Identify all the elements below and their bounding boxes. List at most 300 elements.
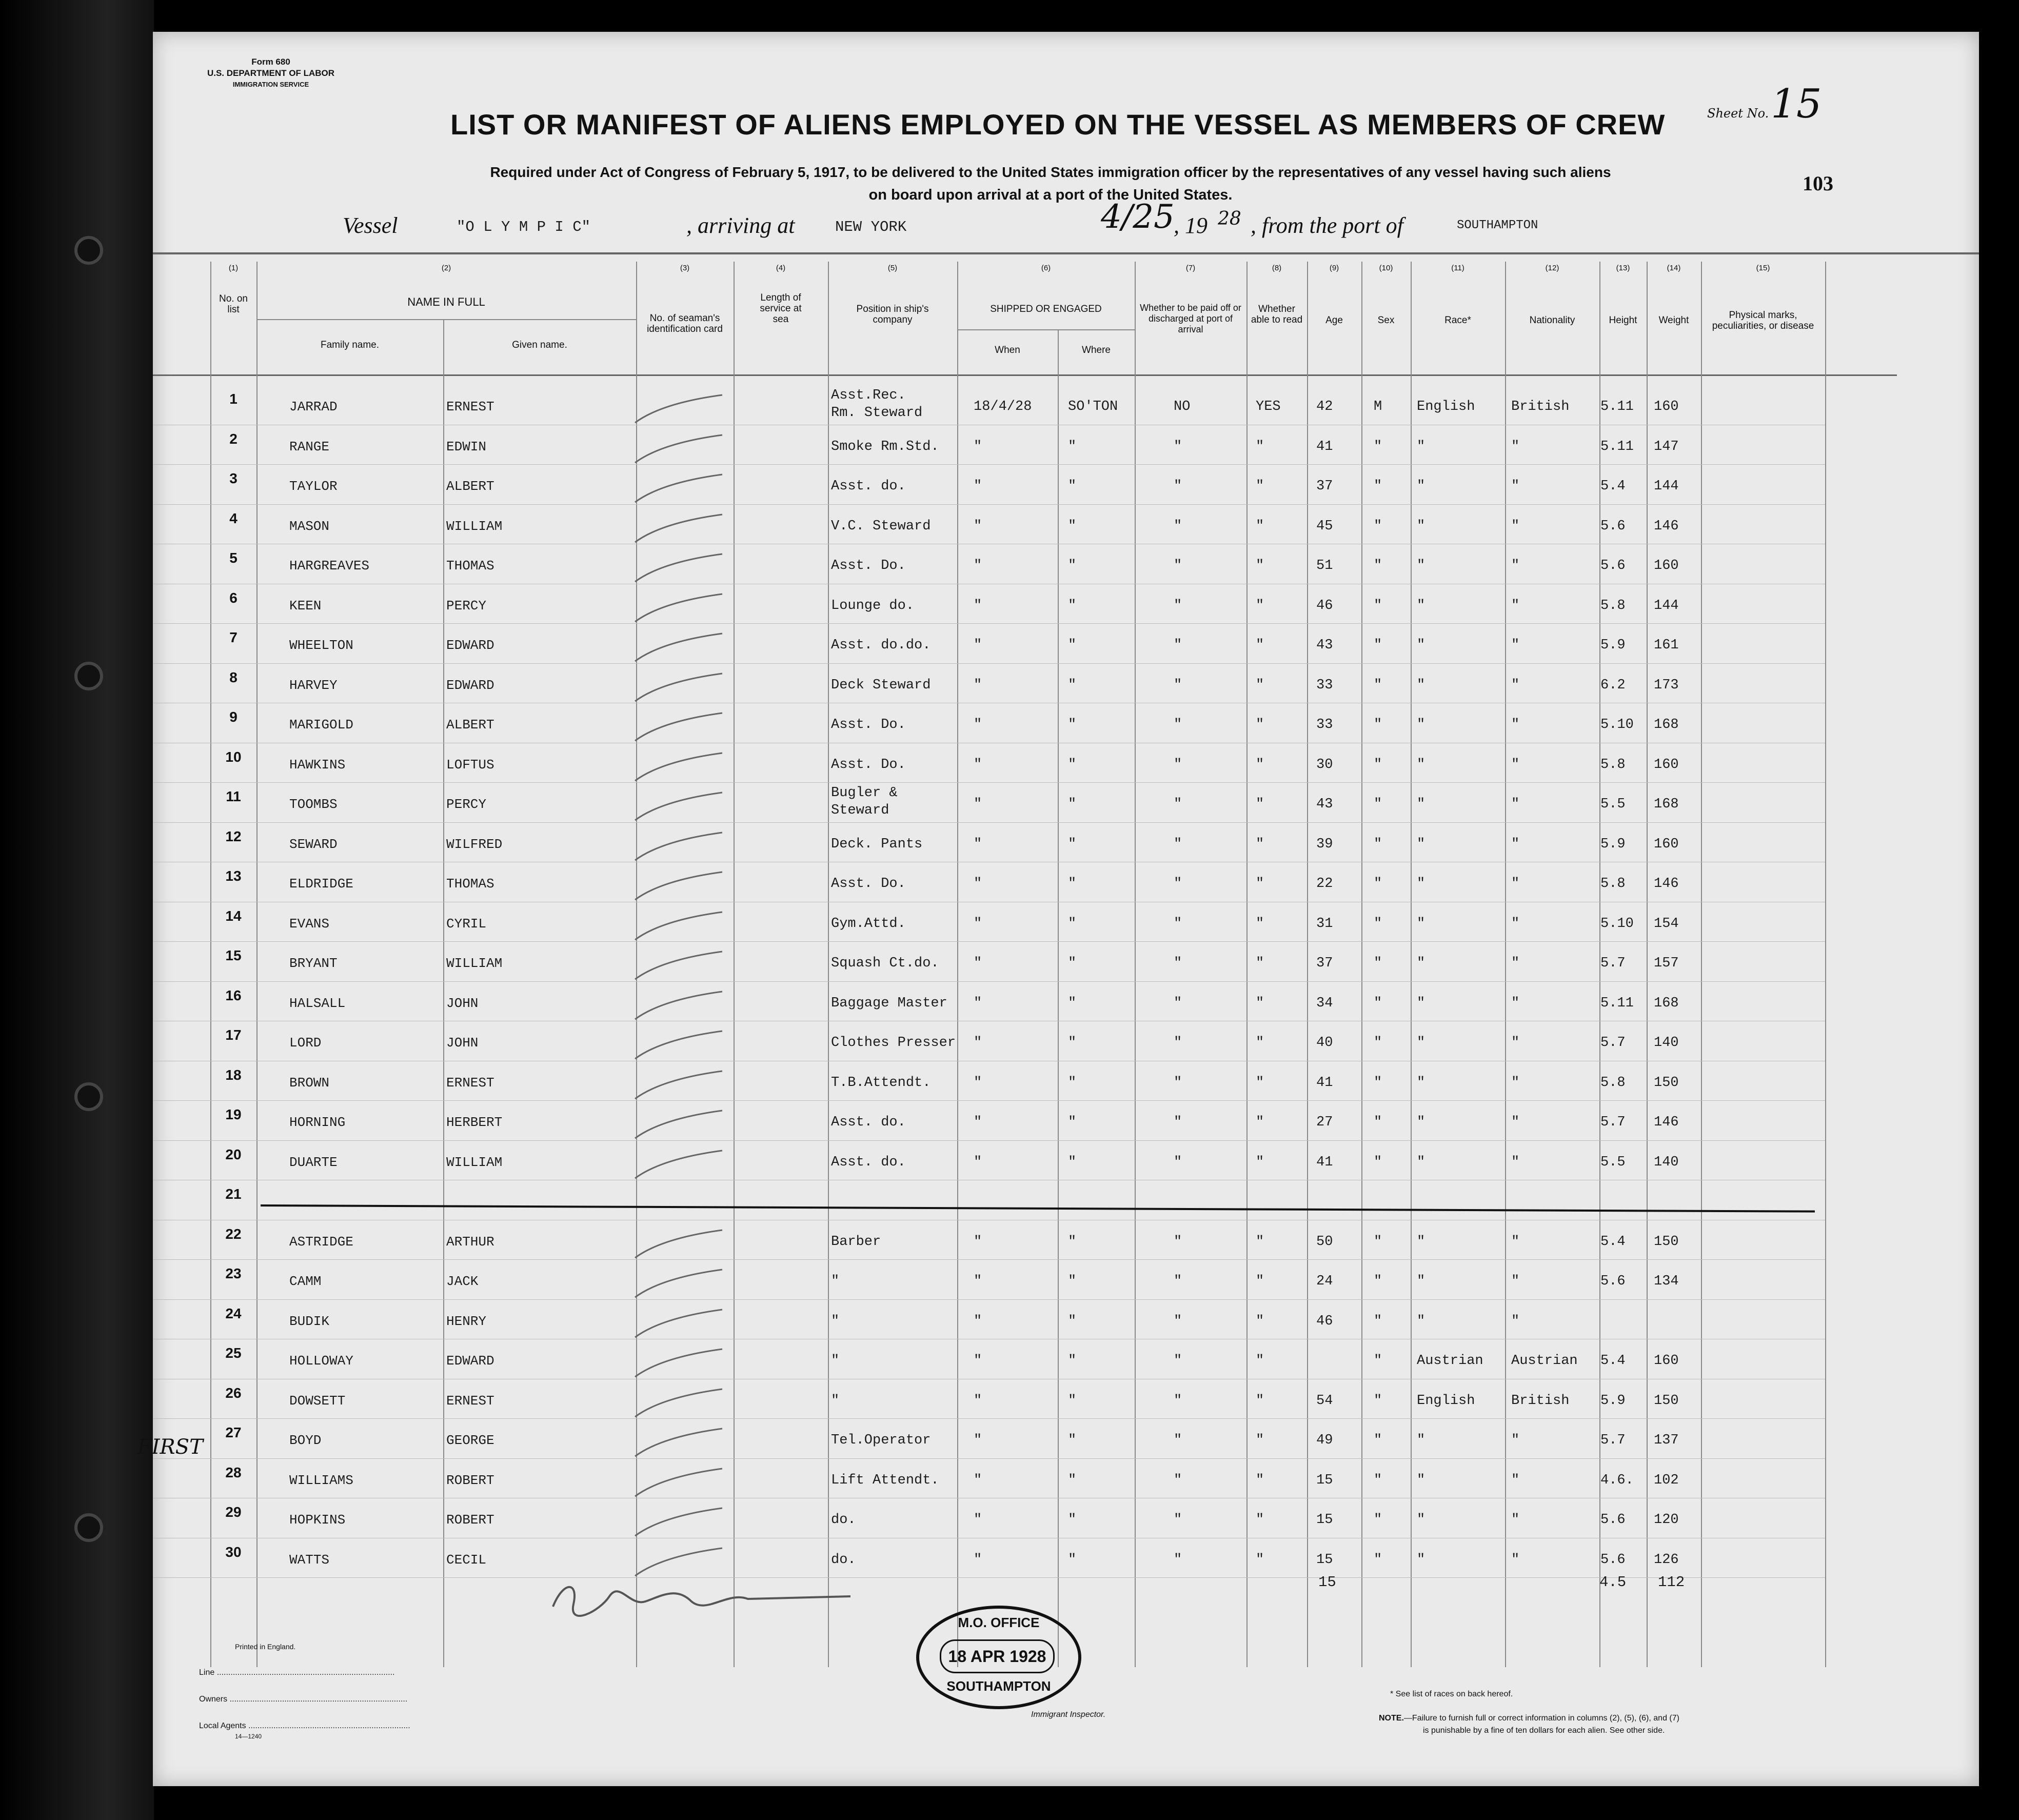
cell-height: 5.8 (1600, 876, 1626, 892)
cell-family: KEEN (289, 598, 322, 614)
pencil-tick (630, 1544, 733, 1580)
cell-race: " (1417, 995, 1426, 1011)
col-num: (9) (1329, 264, 1339, 272)
cell-given: ERNEST (446, 1393, 494, 1409)
cell-when: " (974, 1075, 982, 1091)
cell-where: " (1068, 677, 1077, 693)
cell-sex: " (1374, 1313, 1382, 1329)
cell-where: " (1068, 1353, 1077, 1369)
cell-race: " (1417, 479, 1426, 494)
cell-when: " (974, 558, 982, 573)
cell-position: Baggage Master (831, 995, 947, 1011)
table-row (153, 1459, 1825, 1499)
table-row (153, 982, 1825, 1022)
cell-nat: " (1511, 876, 1520, 892)
cell-sex: " (1374, 1353, 1382, 1369)
cell-family: WATTS (289, 1552, 330, 1568)
cell-position: Asst. Do. (831, 717, 906, 733)
cell-nat: British (1511, 399, 1570, 414)
pencil-tick (630, 1425, 733, 1460)
cell-where: " (1068, 1234, 1077, 1250)
cell-sex: " (1374, 439, 1382, 454)
cell-family: WHEELTON (289, 638, 353, 653)
row-number: 2 (229, 430, 237, 447)
cell-sex: " (1374, 956, 1382, 971)
cell-family: DUARTE (289, 1154, 338, 1170)
cell-height: 5.9 (1600, 638, 1626, 653)
table-row (153, 1260, 1825, 1300)
cell-race: " (1417, 717, 1426, 733)
col-header-shipped: SHIPPED OR ENGAGED (990, 304, 1102, 314)
table-row (153, 1340, 1825, 1380)
cell-race: " (1417, 876, 1426, 892)
cell-family: MARIGOLD (289, 717, 353, 733)
pencil-tick (630, 947, 733, 983)
cell-given: HENRY (446, 1313, 487, 1329)
pencil-tick (630, 431, 733, 467)
table-row (153, 1181, 1825, 1221)
cell-read: " (1256, 797, 1264, 812)
cell-given: EDWARD (446, 677, 494, 693)
cell-age: 15 (1316, 1472, 1333, 1488)
cell-given: CYRIL (446, 916, 487, 932)
cell-height: 5.8 (1600, 757, 1626, 773)
col-num: (2) (441, 264, 451, 272)
cell-paid: " (1174, 638, 1182, 653)
row-number: 5 (229, 550, 237, 566)
cell-read: " (1256, 876, 1264, 892)
cell-position: Lounge do. (831, 598, 915, 614)
cell-given: ARTHUR (446, 1234, 494, 1250)
cell-read: " (1256, 1234, 1264, 1250)
cell-paid: " (1174, 1274, 1182, 1289)
cell-read: " (1256, 598, 1264, 614)
cell-height: 5.11 (1600, 995, 1634, 1011)
cell-height: 5.5 (1600, 797, 1626, 812)
cell-where: " (1068, 1512, 1077, 1528)
owners-label-text: Owners (199, 1695, 228, 1704)
cell-race: " (1417, 1274, 1426, 1289)
cell-paid: " (1174, 1115, 1182, 1130)
table-row (153, 505, 1825, 545)
cell-when: " (974, 638, 982, 653)
cell-paid: " (1174, 1035, 1182, 1051)
table-row (153, 903, 1825, 943)
pencil-tick (630, 1265, 733, 1301)
cell-family: TAYLOR (289, 479, 338, 494)
from-port: SOUTHAMPTON (1457, 219, 1538, 232)
col-header-name: NAME IN FULL (407, 295, 485, 308)
cell-when: " (974, 1433, 982, 1448)
row-number: 1 (229, 391, 237, 407)
cell-weight: 102 (1654, 1472, 1679, 1488)
pencil-tick (630, 1345, 733, 1381)
cell-given: JACK (446, 1274, 479, 1289)
year-suffix: 28 (1218, 208, 1241, 229)
row-30-height-extra: 4.5 (1599, 1574, 1627, 1591)
cell-given: CECIL (446, 1552, 487, 1568)
voyage-line (343, 198, 1882, 243)
row-number: 16 (225, 987, 242, 1003)
pencil-tick (630, 828, 733, 864)
cell-weight: 144 (1654, 479, 1679, 494)
col-header-weight: Weight (1658, 315, 1689, 326)
cell-where: " (1068, 479, 1077, 494)
cell-weight: 150 (1654, 1075, 1679, 1091)
pencil-tick (630, 669, 733, 705)
cell-nat: " (1511, 439, 1520, 454)
cell-age: 22 (1316, 876, 1333, 892)
cell-sex: M (1374, 399, 1382, 414)
cell-when: " (974, 956, 982, 971)
cell-paid: " (1174, 479, 1182, 494)
col-num: (13) (1616, 264, 1630, 272)
cell-race: " (1417, 558, 1426, 573)
cell-weight: 160 (1654, 399, 1679, 414)
inspector-signature (543, 1576, 861, 1622)
cell-read: " (1256, 518, 1264, 534)
cell-age: 37 (1316, 956, 1333, 971)
table-row (153, 426, 1825, 466)
arrival-date: 4/25 (1101, 198, 1175, 236)
cell-paid: " (1174, 1353, 1182, 1369)
cell-family: HAWKINS (289, 757, 346, 773)
cell-height: 5.7 (1600, 1433, 1626, 1448)
cell-sex: " (1374, 1552, 1382, 1568)
table-row (153, 942, 1825, 982)
cell-nat: " (1511, 757, 1520, 773)
cell-height: 5.11 (1600, 399, 1634, 414)
cell-read: " (1256, 558, 1264, 573)
cell-position: Asst. do. (831, 1115, 906, 1130)
cell-position: Lift Attendt. (831, 1472, 939, 1488)
row-number: 29 (225, 1504, 242, 1520)
cell-when: " (974, 1154, 982, 1170)
cell-read: " (1256, 1552, 1264, 1568)
pencil-tick (630, 590, 733, 626)
pencil-tick (630, 629, 733, 665)
cell-race: " (1417, 518, 1426, 534)
row-30-age-extra: 15 (1318, 1574, 1336, 1591)
table-top-rule (153, 252, 1979, 254)
cell-given: HERBERT (446, 1115, 503, 1130)
cell-given: ALBERT (446, 479, 494, 494)
cell-position: Deck. Pants (831, 836, 923, 852)
cell-weight: 146 (1654, 1115, 1679, 1130)
cell-read: " (1256, 677, 1264, 693)
cell-nat: " (1511, 1274, 1520, 1289)
cell-family: BUDIK (289, 1313, 330, 1329)
row-number: 12 (225, 828, 242, 844)
cell-weight: 137 (1654, 1433, 1679, 1448)
table-row (153, 624, 1825, 664)
cell-position: do. (831, 1512, 856, 1528)
cell-read: " (1256, 836, 1264, 852)
pencil-tick (630, 1504, 733, 1540)
col-num: (4) (776, 264, 786, 272)
table-row (153, 545, 1825, 585)
cell-position-line2: Steward (831, 803, 889, 818)
cell-nat: " (1511, 916, 1520, 932)
cell-given: ERNEST (446, 399, 494, 414)
row-number: 19 (225, 1106, 242, 1122)
cell-nat: " (1511, 956, 1520, 971)
cell-where: " (1068, 1115, 1077, 1130)
cell-paid: " (1174, 876, 1182, 892)
pencil-tick (630, 550, 733, 586)
cell-family: EVANS (289, 916, 330, 932)
binder-hole (74, 1513, 103, 1542)
col-num: (8) (1272, 264, 1282, 272)
arriving-label: , arriving at (686, 213, 795, 238)
cell-family: SEWARD (289, 836, 338, 852)
cell-weight: 146 (1654, 518, 1679, 534)
cell-when: " (974, 757, 982, 773)
cell-where: " (1068, 1313, 1077, 1329)
cell-weight: 157 (1654, 956, 1679, 971)
row-number: 17 (225, 1027, 242, 1043)
cell-paid: " (1174, 1552, 1182, 1568)
table-row (153, 1062, 1825, 1102)
printed-note: Printed in England. (235, 1643, 296, 1651)
page-number: 103 (1803, 172, 1833, 195)
cell-where: " (1068, 1433, 1077, 1448)
cell-when: " (974, 1512, 982, 1528)
cell-sex: " (1374, 1433, 1382, 1448)
cell-given: ALBERT (446, 717, 494, 733)
cell-sex: " (1374, 558, 1382, 573)
cell-weight: 140 (1654, 1035, 1679, 1051)
cell-family: JARRAD (289, 399, 338, 414)
row-number: 13 (225, 868, 242, 884)
cell-read: " (1256, 1274, 1264, 1289)
pencil-tick (630, 470, 733, 506)
pencil-tick (630, 1067, 733, 1103)
col-header-given: Given name. (512, 340, 567, 350)
cell-family: ELDRIDGE (289, 876, 353, 892)
cell-position: Asst. do. (831, 479, 906, 494)
cell-position-line2: Rm. Steward (831, 405, 923, 421)
cell-weight: 140 (1654, 1154, 1679, 1170)
cell-height: 5.9 (1600, 836, 1626, 852)
cell-race: " (1417, 439, 1426, 454)
row-number: 20 (225, 1146, 242, 1162)
margin-note: FIRST (137, 1435, 203, 1459)
cell-race: " (1417, 1313, 1426, 1329)
col-num: (12) (1545, 264, 1559, 272)
cell-when: 18/4/28 (974, 399, 1032, 414)
stamp-date: 18 APR 1928 (940, 1639, 1055, 1673)
cell-age: 37 (1316, 479, 1333, 494)
col-header-age: Age (1325, 315, 1343, 326)
line-label-text: Line (199, 1668, 215, 1677)
cell-height: 5.6 (1600, 518, 1626, 534)
col-header-family: Family name. (320, 340, 380, 350)
cell-race: English (1417, 399, 1475, 414)
cell-position: Asst. Do. (831, 757, 906, 773)
cell-where: " (1068, 956, 1077, 971)
cell-sex: " (1374, 1154, 1382, 1170)
cell-nat: " (1511, 1035, 1520, 1051)
cell-nat: " (1511, 1313, 1520, 1329)
races-note: * See list of races on back hereof. (1390, 1690, 1513, 1698)
cell-age: 33 (1316, 677, 1333, 693)
arriving-port: NEW YORK (835, 219, 907, 235)
cell-where: " (1068, 717, 1077, 733)
cell-nat: " (1511, 995, 1520, 1011)
cell-position: " (831, 1393, 840, 1409)
cell-weight: 146 (1654, 876, 1679, 892)
cell-sex: " (1374, 876, 1382, 892)
cell-given: THOMAS (446, 558, 494, 573)
cell-read: " (1256, 479, 1264, 494)
cell-age: 15 (1316, 1552, 1333, 1568)
cell-sex: " (1374, 518, 1382, 534)
cell-paid: " (1174, 836, 1182, 852)
row-number: 26 (225, 1384, 242, 1401)
cell-height: 5.7 (1600, 956, 1626, 971)
row-number: 23 (225, 1265, 242, 1281)
table-row (153, 1141, 1825, 1181)
cell-read: " (1256, 1433, 1264, 1448)
cell-race: " (1417, 1512, 1426, 1528)
cell-given: ERNEST (446, 1075, 494, 1091)
cell-height: 5.8 (1600, 1075, 1626, 1091)
cell-height: 5.10 (1600, 916, 1634, 932)
col-header-height: Height (1609, 315, 1637, 326)
binder-hole (74, 662, 103, 690)
cell-where: SO'TON (1068, 399, 1118, 414)
cell-position: Deck Steward (831, 677, 931, 693)
cell-given: JOHN (446, 1035, 479, 1051)
col-header-id-card: No. of seaman's identification card (647, 313, 723, 334)
cell-nat: " (1511, 1115, 1520, 1130)
table-row (153, 1499, 1825, 1539)
cell-when: " (974, 1234, 982, 1250)
cell-family: ASTRIDGE (289, 1234, 353, 1250)
office-stamp (916, 1606, 1081, 1709)
cell-where: " (1068, 1472, 1077, 1488)
cell-given: EDWIN (446, 439, 487, 454)
row-number: 21 (225, 1186, 242, 1202)
cell-race: " (1417, 1472, 1426, 1488)
cell-read: " (1256, 1512, 1264, 1528)
vessel-label: Vessel (343, 213, 398, 238)
cell-height: 5.9 (1600, 1393, 1626, 1409)
cell-nat: Austrian (1511, 1353, 1578, 1369)
cell-age: 24 (1316, 1274, 1333, 1289)
table-row (153, 1101, 1825, 1141)
col-header-nationality: Nationality (1529, 315, 1575, 326)
cell-family: HORNING (289, 1115, 346, 1130)
subtitle-line-1: Required under Act of Congress of February 5, 1917, to be delivered to the United States immigration officer by the representatives of any vessel having such aliens (490, 164, 1611, 180)
cell-read: " (1256, 717, 1264, 733)
pencil-tick (630, 1305, 733, 1341)
cell-weight: 154 (1654, 916, 1679, 932)
cell-paid: " (1174, 677, 1182, 693)
cell-family: HOPKINS (289, 1512, 346, 1528)
cell-age: 30 (1316, 757, 1333, 773)
cell-where: " (1068, 439, 1077, 454)
cell-family: HALSALL (289, 995, 346, 1011)
cell-position: Smoke Rm.Std. (831, 439, 939, 454)
cell-read: " (1256, 1075, 1264, 1091)
pencil-tick (630, 391, 733, 427)
cell-nat: " (1511, 518, 1520, 534)
cell-weight: 168 (1654, 717, 1679, 733)
cell-when: " (974, 479, 982, 494)
table-row (153, 664, 1825, 704)
cell-read: " (1256, 638, 1264, 653)
row-number: 3 (229, 470, 237, 486)
cell-height: 5.6 (1600, 1512, 1626, 1528)
table-row (153, 783, 1825, 823)
table-row (153, 744, 1825, 784)
cell-position: Asst. do. (831, 1154, 906, 1170)
sheet-label: Sheet No. (1707, 106, 1769, 121)
cell-read: " (1256, 1035, 1264, 1051)
row-number: 11 (226, 788, 241, 804)
cell-read: " (1256, 1472, 1264, 1488)
cell-paid: " (1174, 598, 1182, 614)
cell-where: " (1068, 757, 1077, 773)
cell-when: " (974, 836, 982, 852)
cell-paid: " (1174, 1393, 1182, 1409)
pencil-tick (630, 749, 733, 785)
cell-nat: " (1511, 1512, 1520, 1528)
cell-family: WILLIAMS (289, 1472, 353, 1488)
cell-paid: " (1174, 558, 1182, 573)
form-number: Form 680 (251, 57, 290, 67)
cell-sex: " (1374, 1393, 1382, 1409)
cell-when: " (974, 1472, 982, 1488)
cell-age: 34 (1316, 995, 1333, 1011)
cell-sex: " (1374, 638, 1382, 653)
col-line (1825, 262, 1826, 1667)
cell-sex: " (1374, 916, 1382, 932)
note-line-1: —Failure to furnish full or correct information in columns (2), (5), (6), and (7) (1403, 1714, 1679, 1723)
cell-when: " (974, 677, 982, 693)
cell-weight: 144 (1654, 598, 1679, 614)
cell-position: Barber (831, 1234, 881, 1250)
cell-given: WILLIAM (446, 1154, 503, 1170)
note-label: NOTE. (1379, 1714, 1404, 1723)
col-num: (7) (1185, 264, 1196, 272)
cell-position: Bugler & (831, 785, 898, 801)
table-row (153, 465, 1825, 505)
cell-age: 42 (1316, 399, 1333, 414)
cell-read: " (1256, 1313, 1264, 1329)
cell-sex: " (1374, 1472, 1382, 1488)
cell-height: 5.6 (1600, 558, 1626, 573)
cell-race: " (1417, 1075, 1426, 1091)
cell-family: LORD (289, 1035, 322, 1051)
cell-given: PERCY (446, 797, 487, 812)
cell-sex: " (1374, 479, 1382, 494)
cell-paid: " (1174, 1154, 1182, 1170)
col-header-race: Race* (1444, 315, 1471, 326)
cell-race: English (1417, 1393, 1475, 1409)
col-num: (14) (1667, 264, 1681, 272)
cell-race: " (1417, 1035, 1426, 1051)
pencil-tick (630, 510, 733, 546)
cell-age: 40 (1316, 1035, 1333, 1051)
form-header (204, 56, 338, 90)
table-row (153, 1380, 1825, 1420)
col-header-when: When (995, 345, 1020, 355)
cell-when: " (974, 916, 982, 932)
cell-age: 27 (1316, 1115, 1333, 1130)
